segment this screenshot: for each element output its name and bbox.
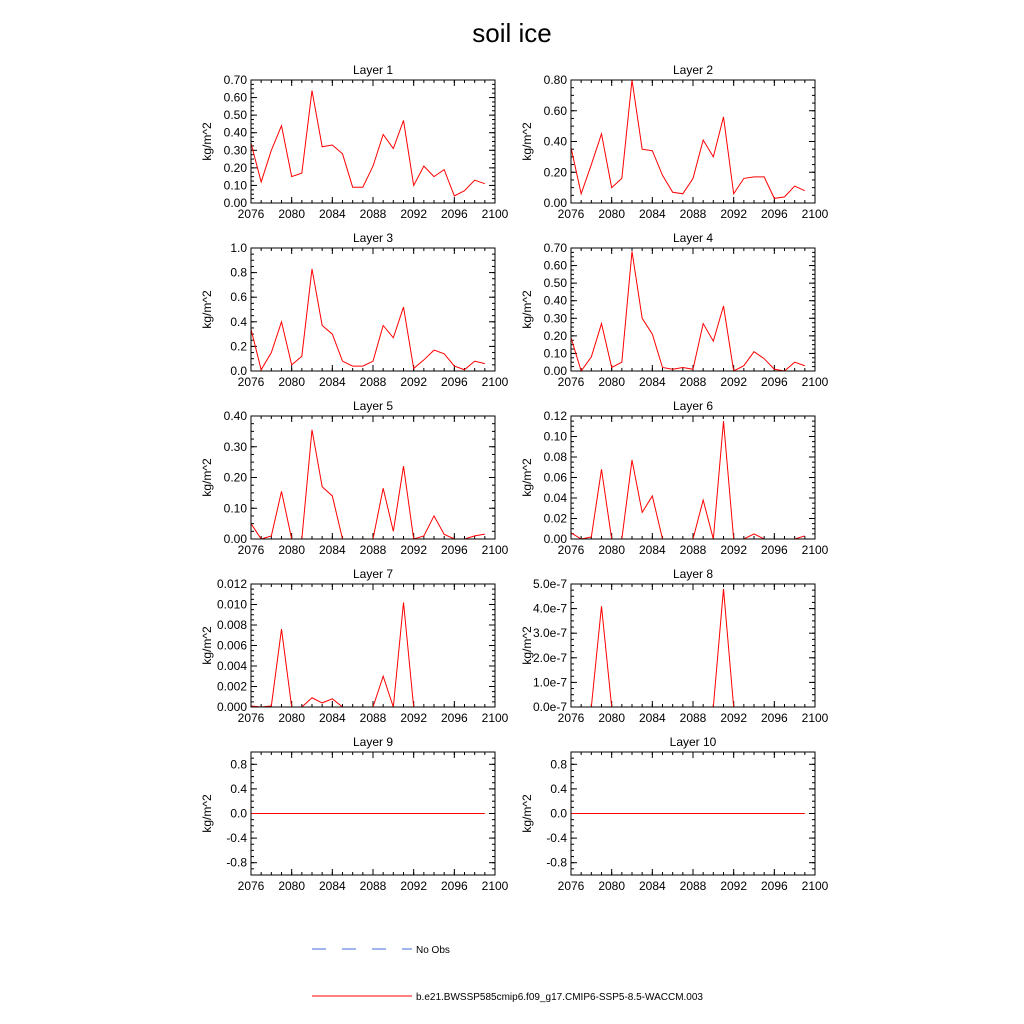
y-axis-label: kg/m^2 (520, 122, 534, 161)
x-tick-label: 2080 (598, 375, 626, 389)
x-tick-label: 2080 (598, 711, 626, 725)
panel-title: Layer 4 (672, 231, 714, 245)
y-axis-label: kg/m^2 (200, 290, 214, 329)
y-tick-label: 0.30 (223, 439, 247, 454)
y-axis-label: kg/m^2 (200, 626, 214, 665)
y-tick-label: 0.10 (223, 178, 247, 193)
panel-layer-7 (200, 567, 509, 725)
x-tick-label: 2100 (801, 207, 829, 221)
plot-frame (251, 584, 495, 707)
figure-title: soil ice (472, 18, 552, 48)
legend-model-label: b.e21.BWSSP585cmip6.f09_g17.CMIP6-SSP5-8.5-WACCM.003 (416, 992, 703, 1003)
x-tick-label: 2088 (679, 879, 707, 893)
panels (200, 63, 829, 893)
y-axis-label: kg/m^2 (520, 290, 534, 329)
y-tick-label: 0.10 (223, 501, 247, 516)
y-tick-label: 0.60 (543, 258, 567, 273)
panel-layer-6 (520, 399, 829, 557)
y-tick-label: 0.60 (223, 90, 247, 105)
y-axis-label: kg/m^2 (200, 122, 214, 161)
y-tick-label: 0.0 (230, 806, 247, 821)
y-tick-label: 0.40 (223, 125, 247, 140)
x-tick-label: 2076 (557, 207, 585, 221)
x-tick-label: 2092 (400, 543, 428, 557)
y-tick-label: 0.0e-7 (532, 700, 567, 714)
plot-frame (571, 584, 815, 707)
y-tick-label: 0.30 (223, 143, 247, 158)
series-line (251, 430, 485, 539)
panel-title: Layer 1 (352, 63, 394, 77)
x-tick-label: 2092 (720, 207, 748, 221)
panel-title: Layer 3 (352, 231, 394, 245)
panel-layer-5 (200, 399, 509, 557)
y-tick-label: 0.00 (223, 196, 247, 210)
y-tick-label: 0.2 (230, 339, 247, 354)
y-tick-label: 0.50 (543, 276, 567, 291)
y-tick-label: 0.012 (216, 577, 247, 591)
y-axis-label: kg/m^2 (200, 794, 214, 833)
y-tick-label: 0.40 (223, 409, 247, 423)
x-tick-label: 2092 (720, 879, 748, 893)
x-tick-label: 2076 (557, 543, 585, 557)
x-tick-label: 2092 (400, 711, 428, 725)
x-tick-label: 2100 (801, 711, 829, 725)
panel-title: Layer 5 (352, 399, 394, 413)
panel-title: Layer 7 (352, 567, 394, 581)
panel-layer-8 (520, 567, 829, 725)
y-tick-label: 0.70 (543, 241, 567, 255)
y-tick-label: 0.10 (543, 429, 567, 444)
x-tick-label: 2092 (720, 543, 748, 557)
series-line (251, 91, 485, 196)
x-tick-label: 2088 (679, 711, 707, 725)
plot-frame (251, 248, 495, 371)
x-tick-label: 2100 (801, 375, 829, 389)
series-line (251, 602, 485, 707)
y-tick-label: 0.8 (230, 265, 247, 280)
y-tick-label: 0.02 (543, 511, 567, 526)
x-tick-label: 2096 (760, 711, 788, 725)
x-tick-label: 2096 (440, 543, 468, 557)
x-tick-label: 2100 (801, 543, 829, 557)
x-tick-label: 2100 (801, 879, 829, 893)
x-tick-label: 2084 (638, 207, 666, 221)
x-tick-label: 2092 (720, 711, 748, 725)
y-tick-label: 0.06 (543, 470, 567, 485)
x-tick-label: 2088 (679, 375, 707, 389)
x-tick-label: 2096 (760, 375, 788, 389)
series-line (571, 421, 805, 539)
y-axis-label: kg/m^2 (520, 794, 534, 833)
panel-title: Layer 2 (672, 63, 714, 77)
x-tick-label: 2096 (760, 879, 788, 893)
x-tick-label: 2100 (481, 711, 509, 725)
y-tick-label: 0.50 (223, 108, 247, 123)
x-tick-label: 2100 (481, 375, 509, 389)
x-tick-label: 2096 (760, 207, 788, 221)
y-tick-label: 5.0e-7 (532, 577, 567, 591)
y-tick-label: 0.4 (230, 314, 247, 329)
y-axis-label: kg/m^2 (200, 458, 214, 497)
y-tick-label: 1.0 (230, 241, 247, 255)
panel-layer-4 (520, 231, 829, 389)
panel-title: Layer 9 (352, 735, 394, 749)
series-line (571, 80, 805, 198)
panel-title: Layer 8 (672, 567, 714, 581)
plot-frame (571, 248, 815, 371)
x-tick-label: 2080 (598, 207, 626, 221)
legend-obs-label: No Obs (416, 945, 450, 956)
x-tick-label: 2080 (278, 543, 306, 557)
plot-frame (571, 80, 815, 203)
x-tick-label: 2092 (400, 375, 428, 389)
series-line (571, 589, 805, 707)
y-tick-label: 0.00 (223, 532, 247, 546)
y-tick-label: 0.80 (543, 73, 567, 87)
y-tick-label: 0.00 (543, 364, 567, 378)
x-tick-label: 2100 (481, 207, 509, 221)
x-tick-label: 2088 (679, 207, 707, 221)
x-tick-label: 2076 (237, 711, 265, 725)
x-tick-label: 2076 (237, 375, 265, 389)
panel-title: Layer 6 (672, 399, 714, 413)
x-tick-label: 2076 (557, 375, 585, 389)
y-tick-label: -0.8 (226, 855, 247, 870)
y-tick-label: 0.4 (550, 781, 567, 796)
panel-layer-1 (200, 63, 509, 221)
x-tick-label: 2088 (359, 375, 387, 389)
x-tick-label: 2080 (278, 711, 306, 725)
y-tick-label: 0.10 (543, 346, 567, 361)
x-tick-label: 2080 (278, 375, 306, 389)
x-tick-label: 2076 (557, 879, 585, 893)
y-tick-label: 0.002 (216, 679, 247, 694)
x-tick-label: 2096 (760, 543, 788, 557)
x-tick-label: 2088 (359, 207, 387, 221)
y-tick-label: 4.0e-7 (532, 601, 567, 616)
x-tick-label: 2100 (481, 543, 509, 557)
y-tick-label: 0.70 (223, 73, 247, 87)
y-tick-label: 1.0e-7 (532, 675, 567, 690)
y-tick-label: 0.0 (230, 364, 247, 378)
y-tick-label: 0.20 (543, 328, 567, 343)
x-tick-label: 2076 (557, 711, 585, 725)
x-tick-label: 2084 (318, 711, 346, 725)
y-tick-label: 2.0e-7 (532, 650, 567, 665)
y-tick-label: 0.20 (543, 165, 567, 180)
y-tick-label: 0.00 (543, 196, 567, 210)
y-tick-label: 0.20 (223, 470, 247, 485)
x-tick-label: 2084 (638, 543, 666, 557)
x-tick-label: 2084 (318, 543, 346, 557)
x-tick-label: 2096 (440, 207, 468, 221)
x-tick-label: 2084 (318, 207, 346, 221)
x-tick-label: 2080 (598, 879, 626, 893)
x-tick-label: 2084 (638, 879, 666, 893)
x-tick-label: 2088 (359, 711, 387, 725)
x-tick-label: 2080 (598, 543, 626, 557)
x-tick-label: 2080 (278, 879, 306, 893)
y-tick-label: -0.4 (546, 831, 567, 846)
panel-layer-10 (520, 735, 829, 893)
y-tick-label: 0.00 (543, 532, 567, 546)
panel-layer-2 (520, 63, 829, 221)
y-tick-label: 0.12 (543, 409, 567, 423)
series-line (251, 269, 485, 370)
y-axis-label: kg/m^2 (520, 458, 534, 497)
x-tick-label: 2092 (400, 207, 428, 221)
x-tick-label: 2092 (400, 879, 428, 893)
y-tick-label: 0.60 (543, 103, 567, 118)
x-tick-label: 2084 (318, 879, 346, 893)
y-tick-label: 0.0 (550, 806, 567, 821)
legend (312, 945, 703, 1003)
x-tick-label: 2096 (440, 879, 468, 893)
y-tick-label: -0.4 (226, 831, 247, 846)
panel-layer-9 (200, 735, 509, 893)
y-tick-label: 0.008 (216, 618, 247, 632)
y-tick-label: 0.010 (216, 597, 247, 612)
y-tick-label: 0.08 (543, 450, 567, 464)
y-tick-label: 0.8 (550, 757, 567, 772)
y-tick-label: 0.004 (216, 659, 247, 673)
x-tick-label: 2096 (440, 711, 468, 725)
panel-title: Layer 10 (669, 735, 717, 749)
y-tick-label: 3.0e-7 (532, 626, 567, 641)
x-tick-label: 2076 (237, 207, 265, 221)
y-axis-label: kg/m^2 (520, 626, 534, 665)
x-tick-label: 2084 (318, 375, 346, 389)
y-tick-label: 0.40 (543, 293, 567, 308)
x-tick-label: 2076 (237, 543, 265, 557)
x-tick-label: 2076 (237, 879, 265, 893)
x-tick-label: 2084 (638, 375, 666, 389)
y-tick-label: 0.40 (543, 134, 567, 149)
series-line (571, 252, 805, 371)
x-tick-label: 2092 (720, 375, 748, 389)
plot-frame (251, 80, 495, 203)
x-tick-label: 2088 (679, 543, 707, 557)
y-tick-label: 0.6 (230, 290, 247, 305)
x-tick-label: 2100 (481, 879, 509, 893)
x-tick-label: 2088 (359, 543, 387, 557)
panel-layer-3 (200, 231, 509, 389)
x-tick-label: 2080 (278, 207, 306, 221)
x-tick-label: 2096 (440, 375, 468, 389)
y-tick-label: 0.30 (543, 311, 567, 326)
y-tick-label: 0.04 (543, 491, 567, 505)
x-tick-label: 2088 (359, 879, 387, 893)
y-tick-label: 0.8 (230, 757, 247, 772)
x-tick-label: 2084 (638, 711, 666, 725)
y-tick-label: -0.8 (546, 855, 567, 870)
y-tick-label: 0.4 (230, 781, 247, 796)
y-tick-label: 0.000 (216, 700, 247, 714)
plot-frame (571, 416, 815, 539)
y-tick-label: 0.20 (223, 160, 247, 175)
y-tick-label: 0.006 (216, 638, 247, 653)
